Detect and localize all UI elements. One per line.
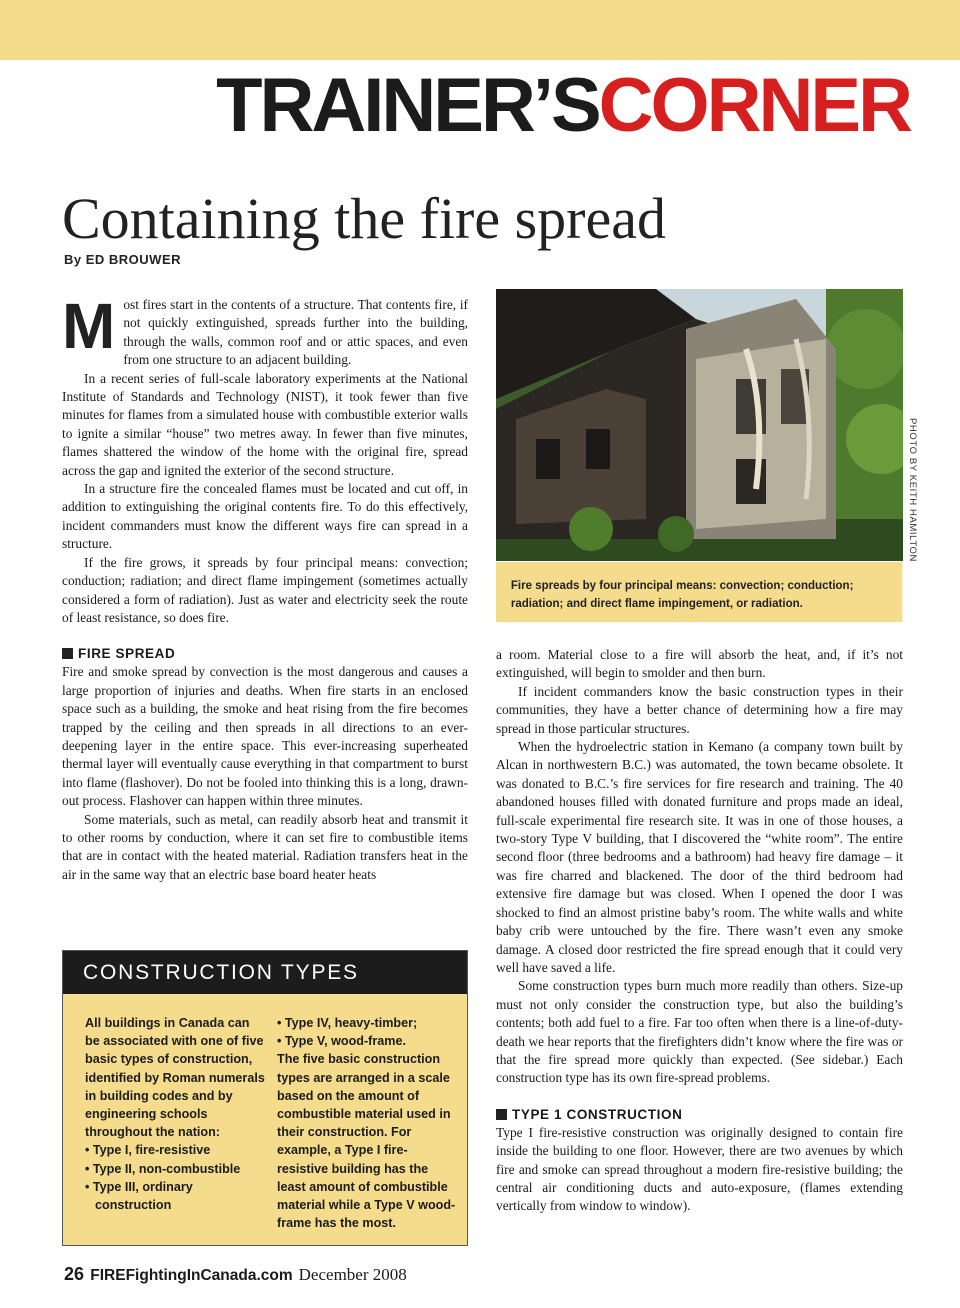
paragraph: Fire and smoke spread by convection is the most dangerous and causes a large proportion of injuries and deaths. When fire starts in an enclosed space such as a building, the smoke and heat rising from the fire becomes trapped by the ceiling and then spreads in all directions to an ever-deepening layer in the entire space. This ever-increasing superheated thermal layer will eventually cause everything in that compartment to burst into flame (flashover). Do not be fooled into thinking this is a long, drawn-out process. Flashover can happen within three minutes.	[62, 664, 468, 809]
paragraph: In a recent series of full-scale laboratory experiments at the National Institute of Standards and Technology (NIST), it took fewer than five minutes for flames from a simulated house with combustible exterior walls to ignite a similar “house” two metres away. In fewer than five minutes, flames shattered the window of the home with the original fire, spread across the gap and ignited the exterior of the second structure.	[62, 370, 468, 478]
square-bullet-icon	[62, 648, 73, 659]
sidebar-intro: All buildings in Canada can be associated with one of five basic types of construction, identified by Roman numerals in building codes and by engineering schools throughout the nation:	[85, 1016, 265, 1140]
paragraph: If incident commanders know the basic construction types in their communities, they have a better chance of determining how a fire may spread in those particular structures.	[496, 683, 903, 736]
sidebar-list-item: • Type II, non-combustible	[85, 1161, 241, 1176]
masthead	[216, 63, 910, 148]
footer-site: FIREFightingInCanada.com	[90, 1267, 293, 1284]
square-bullet-icon	[496, 1109, 507, 1120]
paragraph: a room. Material close to a fire will absorb the heat, and, if it’s not extinguished, will begin to smolder and then burn.	[496, 647, 903, 681]
sidebar-heading: CONSTRUCTION TYPES	[63, 951, 467, 994]
column-right	[496, 646, 903, 1216]
paragraph: When the hydroelectric station in Kemano (a company town built by Alcan in northwestern B.C.) was automated, the town became obsolete. It was donated to B.C.’s fire services for fire research and training. The 40 abandoned houses filled with donated furniture and props made an ideal, full-scale experimental fire research site. It was in one of those houses, a two-story Type V building, that I discovered the “white room”. The entire second floor (three bedrooms and a bathroom) had heavy fire damage – it was fire charred and blackened. The door of the third bedroom had extensive fire damage but was closed. When I opened the door I was shocked to find an almost pristine baby’s room. The white walls and white baby crib were untouched by the fire. There wasn’t even any smoke damage. A closed door restricted the fire spread enough that it could very well have saved a life.	[496, 739, 903, 975]
paragraph: Some construction types burn much more readily than others. Size-up must not only consider the construction type, but also the building’s contents; both add fuel to a fire. Far too often when there is a line-of-duty-death we hear reports that the firefighters didn’t know where the fire was or that the fire spread more quickly than expected. (See sidebar.) Each construction type has its own fire-spread problems.	[496, 978, 903, 1086]
masthead-corner: CORNER	[598, 63, 910, 148]
sidebar-list-item: • Type IV, heavy-timber;	[277, 1016, 418, 1030]
paragraph: Some materials, such as metal, can readily absorb heat and transmit it to other rooms by conduction, where it can set fire to combustible items that are in contact with the heated material. Radiation transfers heat in the air in the same way that an electric base board heater heats	[62, 811, 468, 882]
page-number: 26	[64, 1264, 85, 1284]
paragraph: In a structure fire the concealed flames must be located and cut off, in addition to extinguishing the original contents fire. To do this effectively, incident commanders must know the different ways fire can spread in a structure.	[62, 481, 468, 552]
masthead-trainers: TRAINER’S	[216, 63, 599, 148]
sidebar-list-item: • Type V, wood-frame.	[277, 1034, 406, 1049]
paragraph: Most fires start in the contents of a structure. That contents fire, if not quickly extinguished, spreads further into the building, through the walls, common roof and or attic spaces, and even from one structure to an adjacent building.	[62, 290, 468, 368]
section-heading-fire-spread: FIRE SPREAD	[62, 645, 468, 663]
sidebar-list-item-cont: construction	[95, 1198, 172, 1213]
sidebar-column-right	[277, 1014, 457, 1232]
photo-credit: PHOTO BY KEITH HAMILTON	[907, 418, 918, 563]
footer-date: December 2008	[298, 1265, 407, 1284]
sidebar-list-item: • Type I, fire-resistive	[85, 1143, 211, 1158]
top-color-band	[0, 0, 960, 60]
burned-house-photo	[496, 289, 903, 561]
sidebar-column-left	[85, 1014, 265, 1214]
column-left	[62, 290, 468, 884]
sidebar-text: The five basic construction types are arranged in a scale based on the amount of combustible material used in their construction. For example, a Type I fire-resistive building has the least amount of combustible material while a Type V wood-frame has the most.	[277, 1052, 456, 1231]
page-footer	[64, 1264, 407, 1285]
article-title: Containing the fire spread	[62, 186, 666, 251]
drop-cap: M	[62, 290, 116, 362]
paragraph: Type I fire-resistive construction was originally designed to contain fire inside the building to one floor. However, there are two avenues by which fire and smoke can spread throughout a modern fire-resistive building; the central air conditioning ducts and auto-exposure, (flames extending vertically from window to window).	[496, 1124, 903, 1214]
photo-caption: Fire spreads by four principal means: convection; conduction; radiation; and direct flame impingement, or radiation.	[496, 562, 902, 622]
paragraph: If the fire grows, it spreads by four principal means: convection; conduction; radiation; and direct flame impingement (sometimes actually considered a form of radiation). Just as water and electricity seek the route of least resistance, so does fire.	[62, 554, 468, 625]
section-heading-type-1: TYPE 1 CONSTRUCTION	[496, 1106, 903, 1124]
sidebar-list-item: • Type III, ordinary	[85, 1179, 193, 1194]
byline: By ED BROUWER	[64, 252, 182, 267]
sidebar-construction-types	[62, 950, 468, 1246]
